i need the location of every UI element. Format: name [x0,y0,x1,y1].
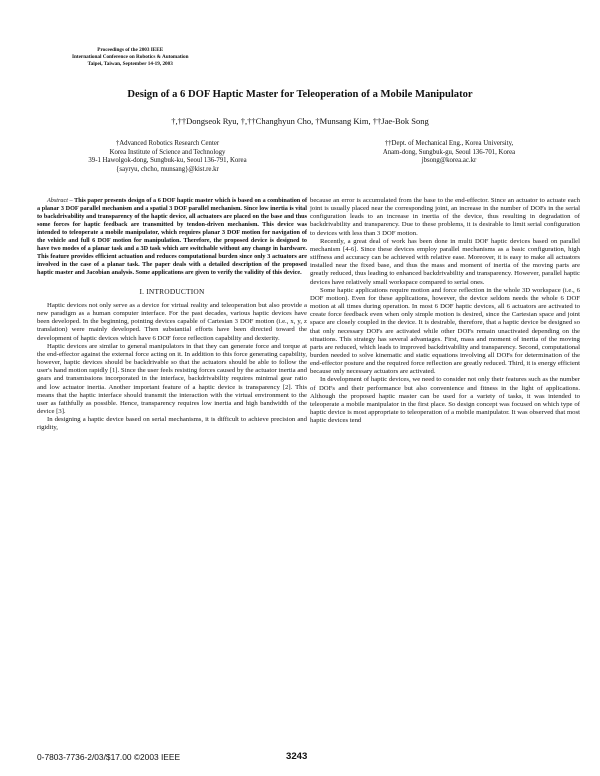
intro-paragraph-4: because an error is accumulated from the base to the end-effector. Since an actuator to actuate each joint is usually placed near the corresponding joint, an increase in the number of DOFs in the serial configuration leads to an increase in inertia of the device, thus resulting in degradation of backdrivability and transparency. Due to these problems, it is desirable to limit serial configuration to devices with less than 3 DOF motion. [310,197,580,237]
intro-paragraph-1: Haptic devices not only serve as a device for virtual reality and teleoperation but also provide a new paradigm as a human computer interface. For the past decades, various haptic devices have been developed. In the beginning, pointing devices capable of Cartesian 3 DOF motion (i.e., x, y, z translation) were mainly developed. Then substantial efforts have been directed toward the development of haptic devices which have 6 DOF force reflection capability and dexterity. [37,302,307,342]
section-heading-introduction: I. INTRODUCTION [139,287,205,296]
conference-line-2: International Conference on Robotics & Automation [72,54,189,61]
affiliation-left-line-1: †Advanced Robotics Research Center [115,140,220,147]
intro-paragraph-7: In development of haptic devices, we need to consider not only their features such as the number of DOFs and their performance but also convenience and fitness in the light of applications. Although the proposed haptic master can be used for a variety of tasks, it was intended to teleoperate a mobile manipulator in the first place. So design concept was focused on which type of haptic device is most appropriate to teleoperation of a mobile manipulator. It was observed that most haptic devices tend [310,376,580,425]
intro-paragraph-5: Recently, a great deal of work has been done in multi DOF haptic devices based on parallel mechanism [4-6]. Since these devices employ parallel mechanisms as a basic configuration, high stiffness and accuracy can be achieved with relative ease. Moreover, it is easy to make all actuators installed near the fixed base, and thus the mass and moment of inertia of the moving parts are greatly reduced, thus leading to enhanced backdrivability and transparency. However, parallel haptic devices have relatively small workspace compared to serial ones. [310,237,580,286]
intro-paragraph-2: Haptic devices are similar to general manipulators in that they can generate force and torque at the end-effector against the external force acting on it. In addition to this force generating capability, however, haptic devices should be backdrivable so that the actuators should be able to follow the user's hand motion rapidly [1]. Since the user feels resisting forces caused by the actuator inertia and gears and transmissions incorporated in the interface, backdrivability requires minimal gear ratio and low actuator inertia. Another important feature of a haptic device is transparency [2]. This means that the haptic interface should transmit the interaction with the virtual environment to the user as faithfully as possible. Hence, transparency requires low inertia and high bandwidth of the device [3]. [37,342,307,416]
affiliation-left-email: {sayryu, chcho, munsang}@kist.re.kr [116,165,219,173]
conference-line-1: Proceedings of the 2003 IEEE [97,47,164,53]
affiliation-left [30,140,305,174]
paper-title: Design of a 6 DOF Haptic Master for Teleoperation of a Mobile Manipulator [127,89,473,100]
footer-isbn: 0-7803-7736-2/03/$17.00 ©2003 IEEE [37,752,181,762]
page-number: 3243 [286,751,308,762]
affiliation-right-line-1: ††Dept. of Mechanical Eng., Korea University, [384,140,514,147]
affiliation-left-line-3: 39-1 Hawolgok-dong, Sungbuk-ku, Seoul 136-791, Korea [88,157,247,164]
intro-paragraph-6: Some haptic applications require motion and force reflection in the whole 3D workspace (i.e., 6 DOF motion). Even for these applications, however, the device seldom needs the whole 6 DOF motion at all times during operation. In most 6 DOF haptic devices, all 6 actuators are activated to create force feedback even when only simple motion is desired, since the Cartesian space and joint space are closely coupled in the device. It is desirable, therefore, that a haptic device be designed so that only necessary DOFs are activated while other DOFs remain unactivated depending on the situations. This strategy has several advantages. First, mass and moment of inertia of the moving parts are reduced, which leads to improved backdrivability and transparency. Second, computational burden needed to solve kinematic and static equations involving all DOFs for determination of the end-effector posture and the required force reflection are greatly reduced. Third, it is energy efficient because only necessary actuators are activated. [310,286,580,376]
affiliation-right [318,140,580,166]
affiliation-left-line-2: Korea Institute of Science and Technology [109,148,226,156]
right-column [310,197,580,425]
abstract-label: Abstract – [47,197,73,204]
left-column [37,197,307,433]
conference-line-3: Taipei, Taiwan, September 14-19, 2003 [87,61,173,68]
intro-paragraph-3: In designing a haptic device based on serial mechanisms, it is difficult to achieve precision and rigidity, [37,416,307,432]
author-list: †,††Dongseok Ryu, †,††Changhyun Cho, †Munsang Kim, ††Jae-Bok Song [171,116,429,126]
affiliation-right-line-2: Anam-dong, Sungbuk-gu, Seoul 136-701, Korea [382,148,516,156]
abstract [37,197,307,277]
abstract-text: This paper presents design of a 6 DOF haptic master which is based on a combination of a planar 3 DOF parallel mechanism and a spatial 3 DOF parallel mechanism. Since low inertia is vital to backdrivability and transparency of the haptic device, all actuators are placed on the base and thus some forces for haptic feedback are transmitted by tendon-driven mechanism. This device was intended to teleoperate a mobile manipulator, which requires planar 3 DOF motion for navigation of the vehicle and full 6 DOF motion for manipulation. Therefore, the proposed device is designed to have two modes of a planar task and a 3D task which are switchable without any change in hardware. This feature provides efficient actuation and reduces computational burden since only 3 actuators are involved in the case of a planar task. The paper deals with a detailed description of the proposed haptic master and Jacobian analysis. Some applications are given to verify the validity of this device. [37,197,307,276]
affiliation-right-email: jbsong@korea.ac.kr [421,157,477,164]
conference-info [72,47,188,68]
